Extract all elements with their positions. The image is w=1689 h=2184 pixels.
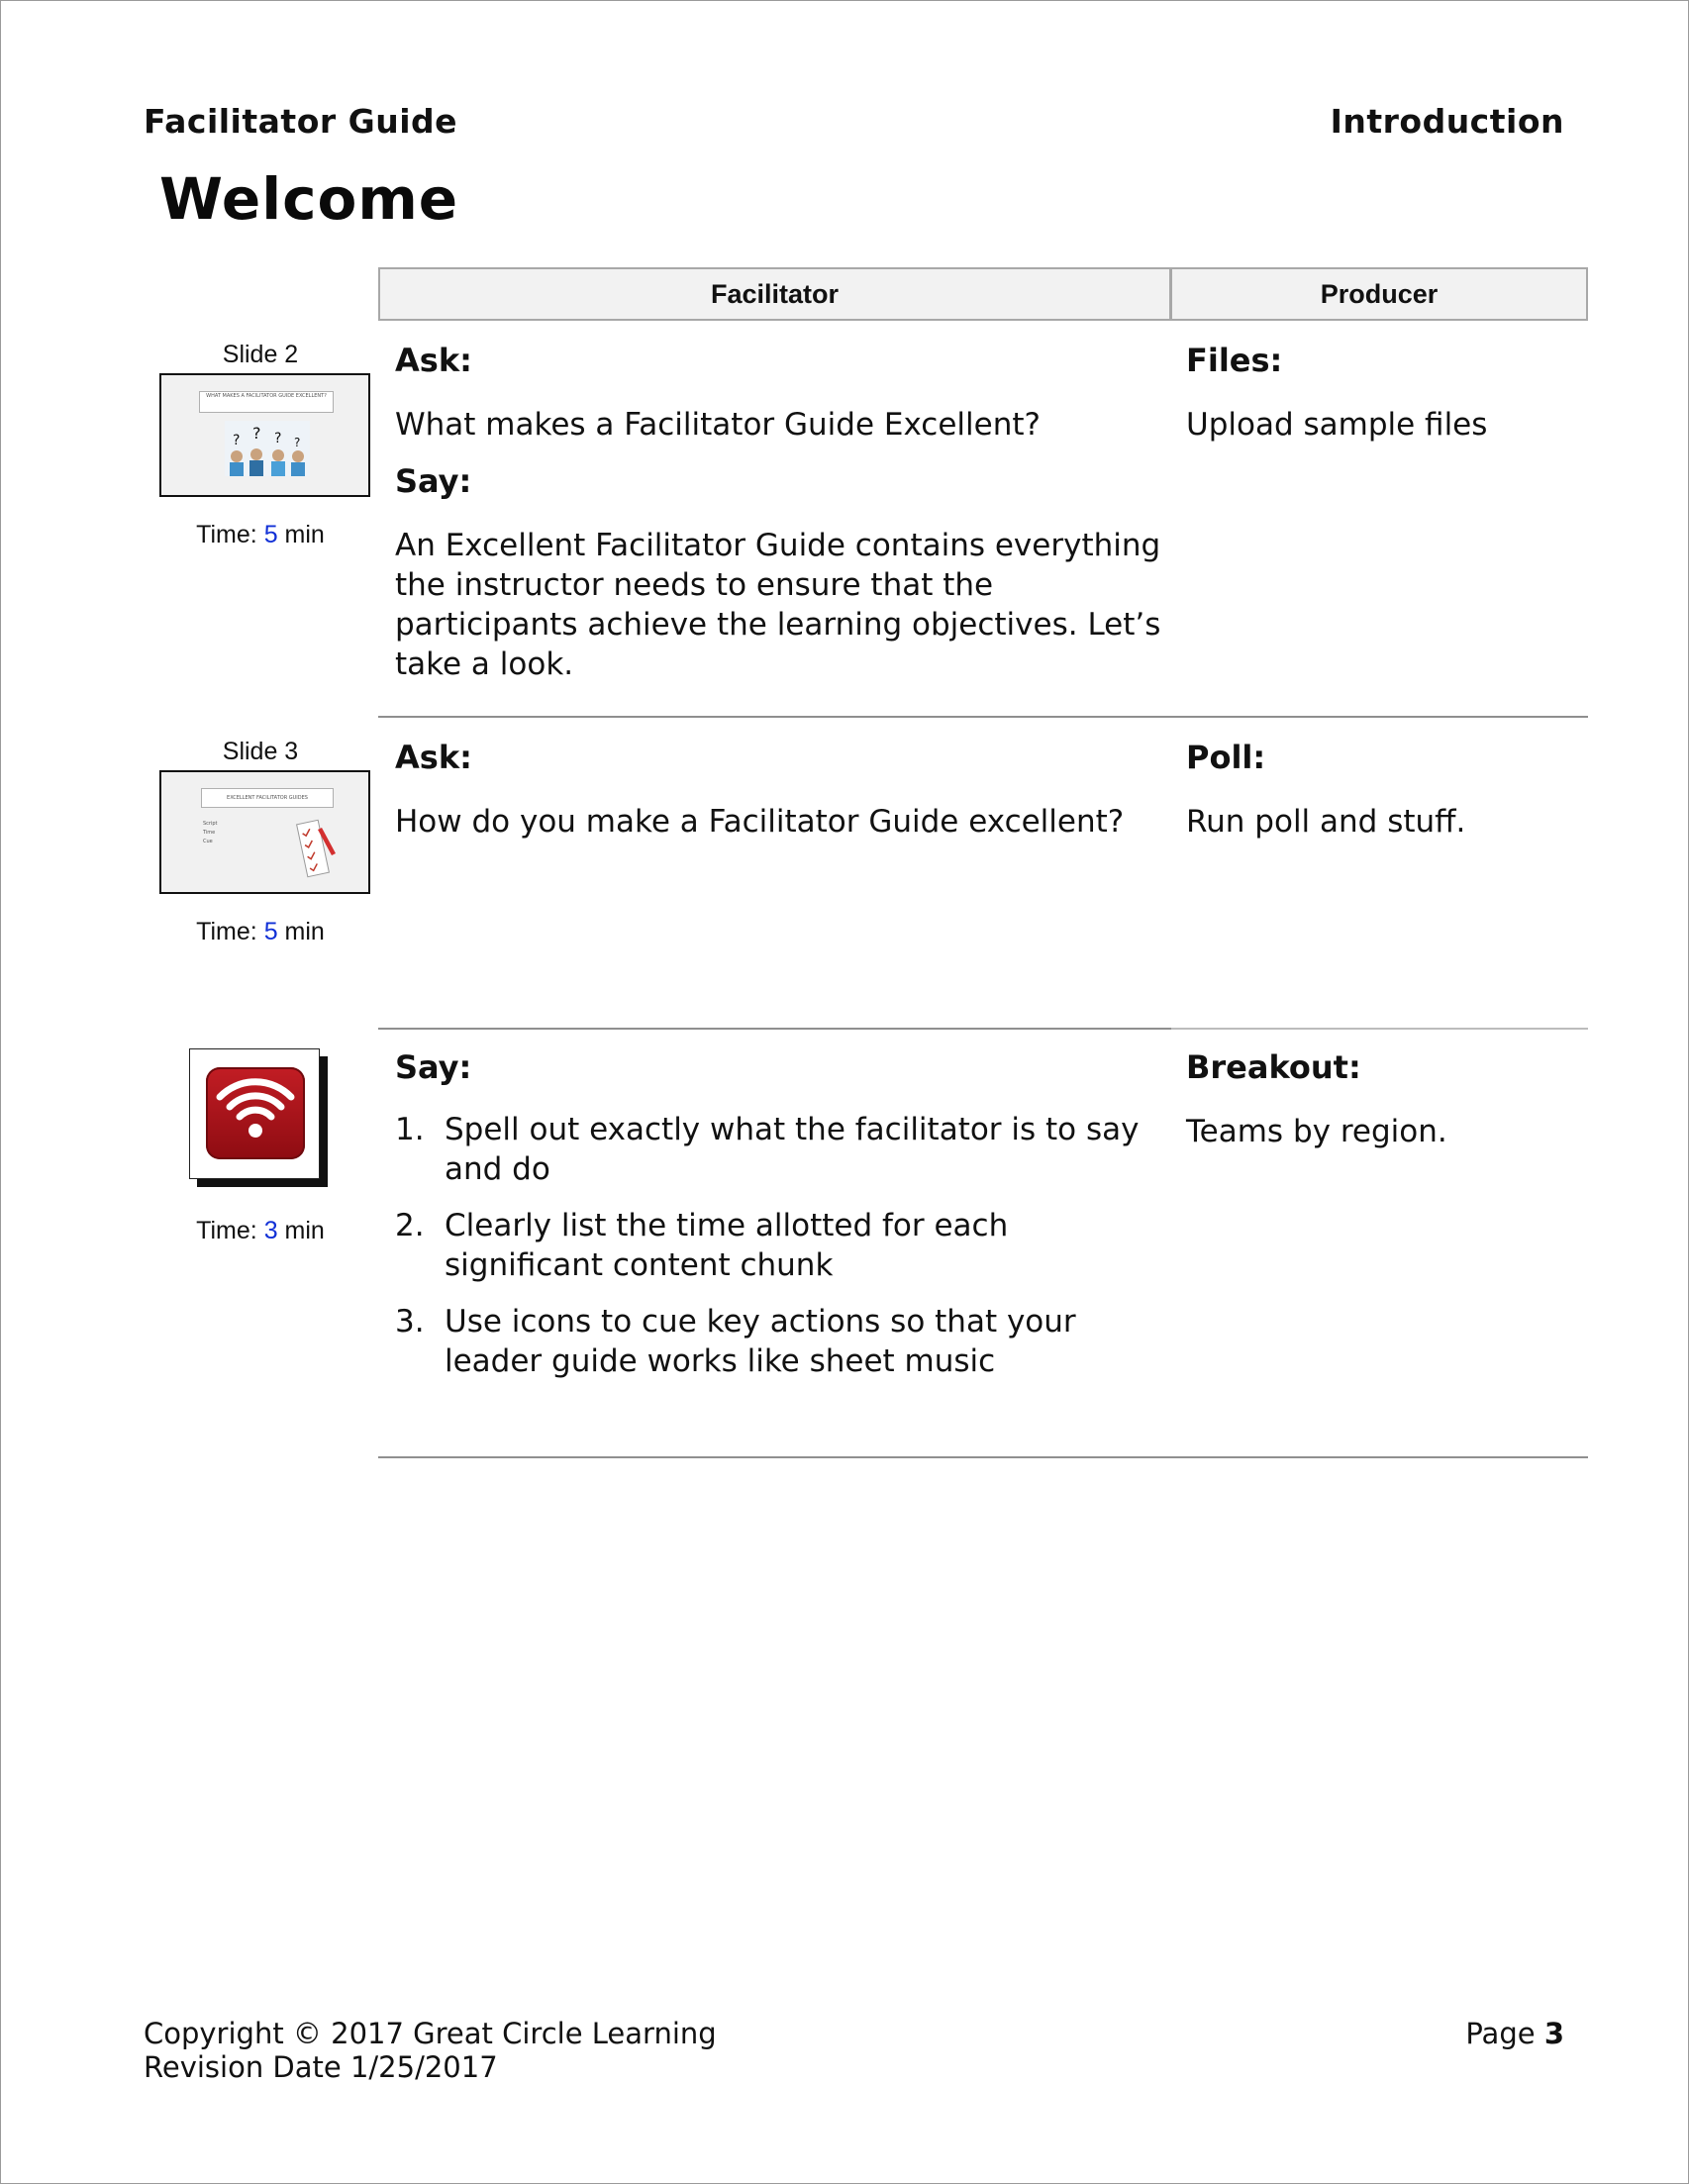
- slide-thumbnail: [159, 770, 370, 894]
- page-number: Page 3: [1465, 2017, 1564, 2050]
- running-header-right: Introduction: [1330, 102, 1564, 141]
- files-heading: Files:: [1186, 342, 1283, 379]
- slide-thumbnail-title: WHAT MAKES A FACILITATOR GUIDE EXCELLENT?: [199, 391, 334, 413]
- svg-text:?: ?: [294, 436, 301, 449]
- copyright-notice: Copyright © 2017 Great Circle Learning: [144, 2017, 717, 2050]
- time-estimate: Time: 5 min: [196, 521, 325, 548]
- slide-thumbnail: [159, 373, 370, 497]
- column-header-facilitator: Facilitator: [378, 267, 1171, 321]
- poll-heading: Poll:: [1186, 739, 1266, 776]
- svg-text:?: ?: [252, 424, 261, 443]
- time-value: 3: [263, 1217, 278, 1244]
- footer-left: [144, 2017, 717, 2084]
- svg-text:?: ?: [233, 433, 241, 448]
- poll-instruction: Run poll and stuff.: [1186, 804, 1466, 840]
- list-item: 2. Clearly list the time allotted for each significant content chunk: [395, 1208, 1009, 1283]
- svg-text:?: ?: [274, 431, 282, 447]
- slide-thumbnail-bullets: Script Time Cue: [203, 821, 218, 844]
- time-estimate: Time: 3 min: [196, 1217, 325, 1244]
- facilitator-steps: [395, 1110, 1167, 1398]
- row-divider: [378, 1028, 1171, 1030]
- row-divider-producer: [1171, 1028, 1588, 1030]
- slide-label: Slide 2: [222, 341, 299, 368]
- people-question-image: [225, 421, 310, 476]
- files-instruction: Upload sample files: [1186, 407, 1488, 443]
- column-header-producer: Producer: [1170, 267, 1588, 321]
- time-value: 5: [263, 521, 278, 548]
- say-script: An Excellent Facilitator Guide contains everything the instructor needs to ensure that the participants achieve the learning objectives. Let’s take a look.: [395, 528, 1161, 682]
- ask-question: What makes a Facilitator Guide Excellent?: [395, 407, 1041, 443]
- running-header-left: Facilitator Guide: [144, 102, 458, 141]
- breakout-heading: Breakout:: [1186, 1048, 1361, 1086]
- ask-heading: Ask:: [395, 342, 472, 379]
- time-estimate: Time: 5 min: [196, 918, 325, 945]
- say-heading: Say:: [395, 1048, 472, 1086]
- list-item: 3. Use icons to cue key actions so that your leader guide works like sheet music: [395, 1304, 1076, 1379]
- slide-label: Slide 3: [222, 738, 299, 765]
- breakout-instruction: Teams by region.: [1186, 1114, 1447, 1149]
- slide-thumbnail-title: EXCELLENT FACILITATOR GUIDES: [201, 788, 334, 808]
- time-value: 5: [263, 918, 278, 945]
- page-title: Welcome: [159, 165, 459, 233]
- checklist-icon: [296, 816, 340, 879]
- say-heading: Say:: [395, 462, 472, 500]
- row-divider: [378, 1456, 1588, 1458]
- revision-date: Revision Date 1/25/2017: [144, 2050, 498, 2084]
- ask-question: How do you make a Facilitator Guide excellent?: [395, 804, 1125, 840]
- wifi-icon: [189, 1048, 328, 1187]
- ask-heading: Ask:: [395, 739, 472, 776]
- row-divider: [378, 716, 1588, 718]
- list-item: 1. Spell out exactly what the facilitator is to say and do: [395, 1112, 1140, 1187]
